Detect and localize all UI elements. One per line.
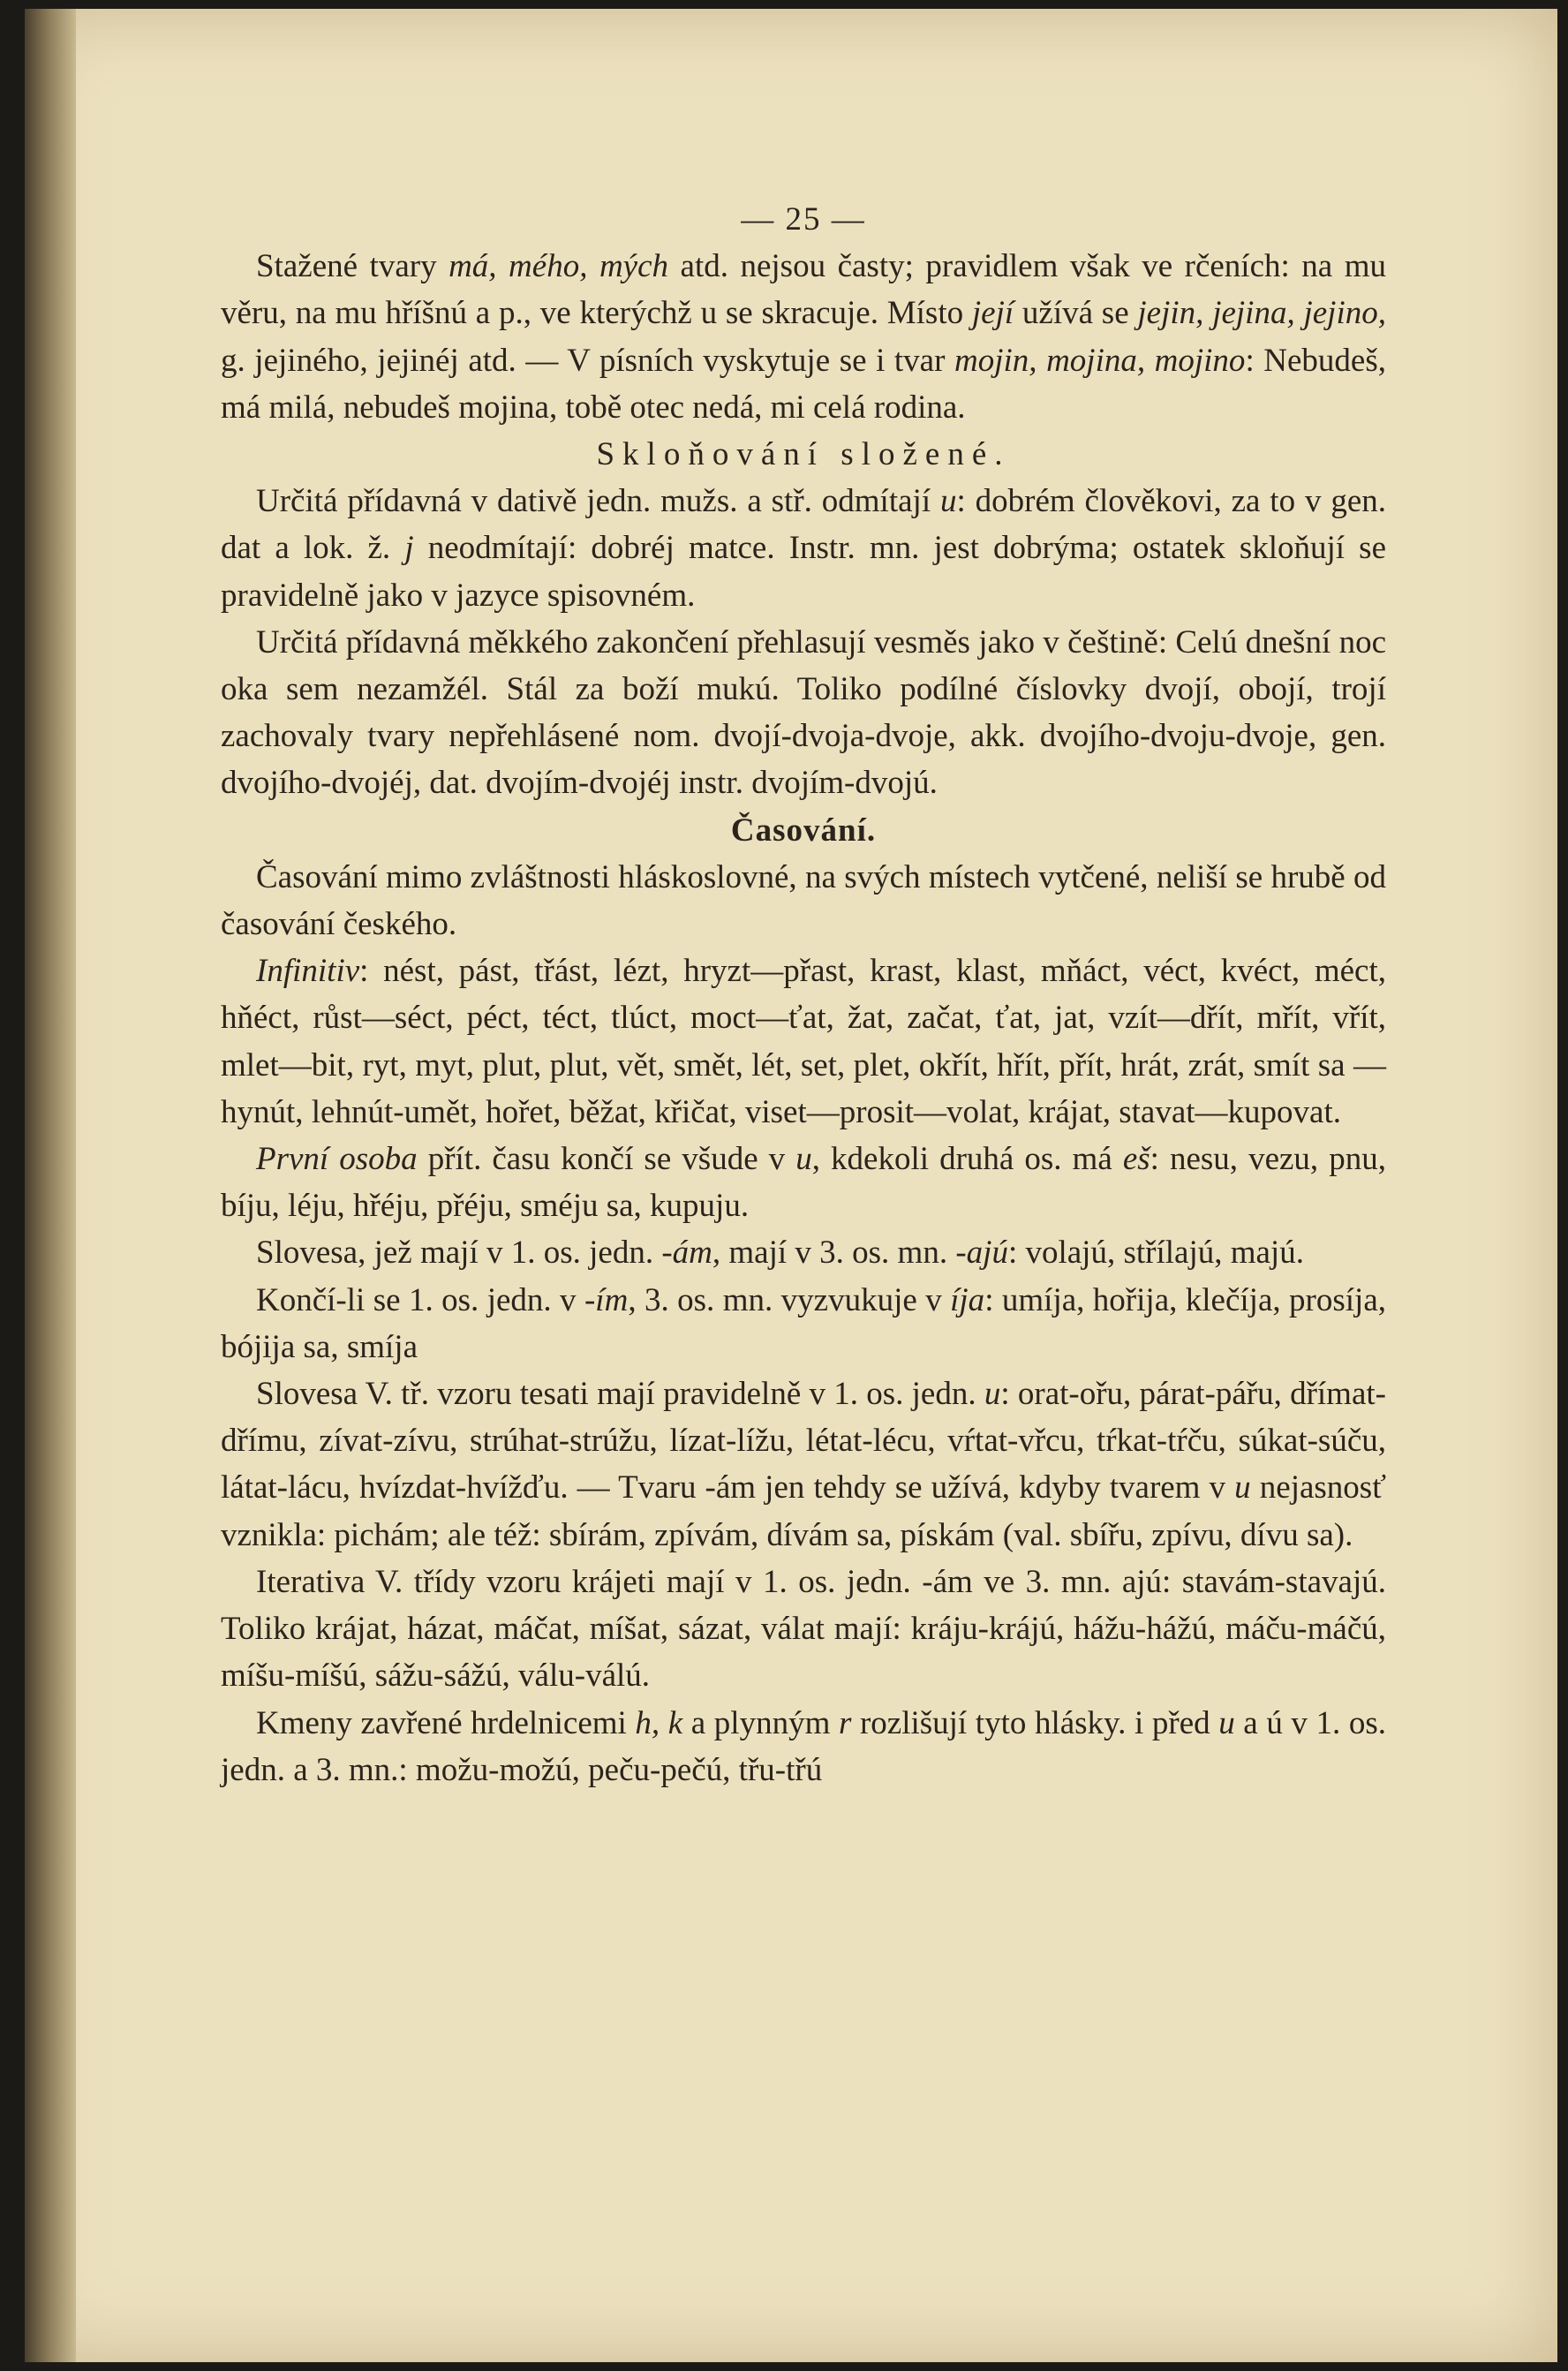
book-page <box>25 9 1557 2362</box>
paragraph-soft-adjectives: Určitá přídavná měkkého zakončení přehlasují vesměs jako v češtině: Celú dnešní noc oka sem nezamžél. Stál za boží mukú. Toliko podílné číslovky dvojí, obojí, trojí zachovaly tvary nepřehlásené nom. dvojí-dvoja-dvoje, akk. dvojího-dvoju-dvoje, gen. dvojího-dvojéj, dat. dvojím-dvojéj instr. dvojím-dvojú. <box>221 623 1386 802</box>
section-heading-conjugation: Časování. <box>730 812 877 849</box>
paragraph-guttural-stems: Kmeny zavřené hrdelnicemi h, k a plynným r rozlišují tyto hlásky. i před u a ú v 1. os. jedn. a 3. mn.: možu-možú, peču-pečú, třu-třú <box>221 1704 1387 1788</box>
paragraph-verbs-am: Slovesa, jež mají v 1. os. jedn. -ám, mají v 3. os. mn. -ajú: volajú, střílajú, majú. <box>256 1235 1304 1272</box>
book-spine-shadow <box>25 9 76 2362</box>
paragraph-infinitive: Infinitiv: nést, pást, třást, lézt, hryzt—přast, krast, klast, mňáct, véct, kvéct, méct, hňéct, růst—séct, péct, téct, tlúct, moct—ťat, žat, začat, ťat, jat, vzít—dřít, mřít, vřít, mlet—bit, ryt, myt, plut, plut, vět, smět, lét, set, plet, okřít, hřít, přít, hrát, zrát, smít sa — hynút, lehnút-umět, hořet, běžat, křičat, viset—prosit—volat, krájat, stavat—kupovat. <box>221 953 1386 1130</box>
section-heading-declension: Skloňování složené. <box>596 436 1011 473</box>
paragraph-contracted-forms: Stažené tvary má, mého, mých atd. nejsou časty; pravidlem však ve rčeních: na mu věru, na mu hříšnú a p., ve kterýchž u se skracuje. Místo její užívá se jejin, jejina, jejino, g. jejiného, jejinéj atd. — V písních vyskytuje se i tvar mojin, mojina, mojino: Nebudeš, má milá, nebudeš mojina, tobě otec nedá, mi celá rodina. <box>221 248 1386 426</box>
paragraph-class-five-verbs: Slovesa V. tř. vzoru tesati mají pravidelně v 1. os. jedn. u: orat-ořu, párat-pářu, dřímat-dřímu, zívat-zívu, strúhat-strúžu, lízat-lížu, létat-lécu, vŕtat-vřcu, tŕkat-tŕču, súkat-súču, látat-lácu, hvízdat-hvížďu. — Tvaru -ám jen tehdy se užívá, kdyby tvarem v u nejasnosť vznikla: pichám; ale též: sbírám, zpívám, dívám sa, pískám (val. sbířu, zpívu, dívu sa). <box>221 1376 1386 1553</box>
page-text <box>221 196 1386 1793</box>
paragraph-conjugation-intro: Časování mimo zvláštnosti hláskoslovné, na svých místech vytčené, neliší se hrubě od časování českého. <box>221 858 1386 943</box>
page-number: — 25 — <box>741 201 866 238</box>
paragraph-iteratives: Iterativa V. třídy vzoru krájeti mají v 1. os. jedn. -ám ve 3. mn. ajú: stavám-stavajú. Toliko krájat, házat, máčat, míšat, sázat, válat mají: kráju-krájú, hážu-hážú, máču-máčú, míšu-míšú, sážu-sážú, válu-válú. <box>221 1563 1386 1695</box>
paragraph-first-person: První osoba přít. času končí se všude v u, kdekoli druhá os. má eš: nesu, vezu, pnu, bíju, léju, hřéju, přéju, sméju sa, kupuju. <box>221 1141 1386 1225</box>
paragraph-verbs-im: Končí-li se 1. os. jedn. v -ím, 3. os. mn. vyzvukuje v íja: umíja, hořija, klečíja, prosíja, bójija sa, smíja <box>221 1281 1387 1365</box>
paragraph-definite-adjectives: Určitá přídavná v dativě jedn. mužs. a stř. odmítají u: dobrém člověkovi, za to v gen. dat a lok. ž. j neodmítají: dobréj matce. Instr. mn. jest dobrýma; ostatek skloňují se pravidelně jako v jazyce spisovném. <box>221 483 1387 614</box>
